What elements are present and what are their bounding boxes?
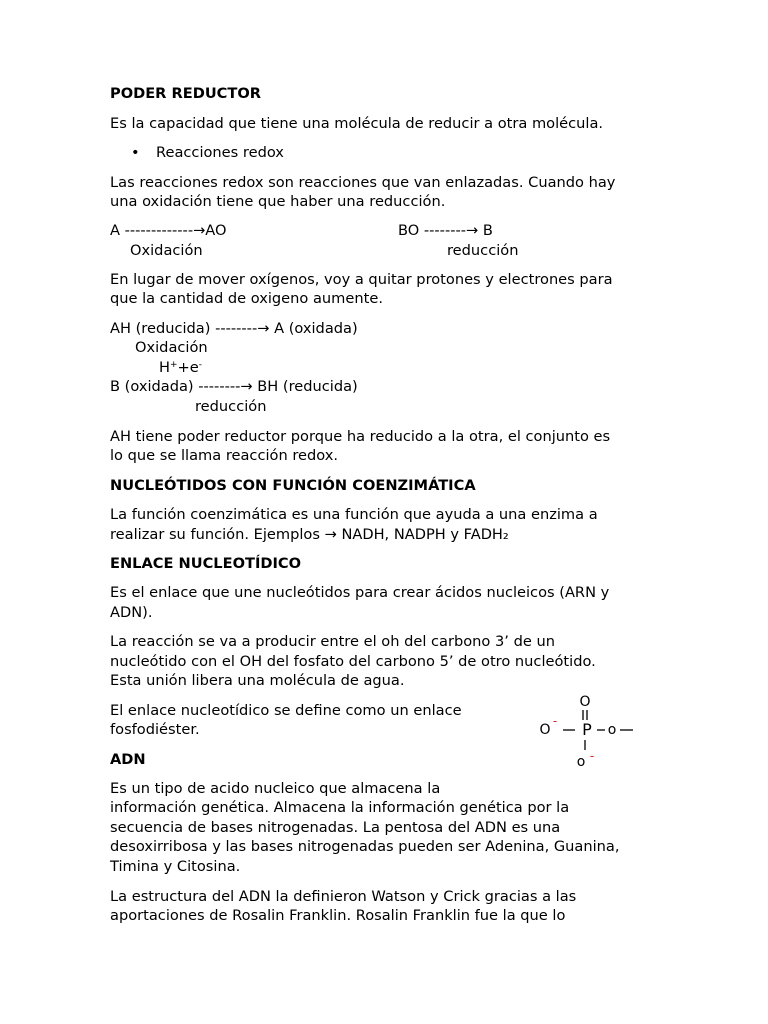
- proton-electron: H++e-: [159, 359, 202, 376]
- paragraph-redox-l1: Las reacciones redox son reacciones que van enlazadas. Cuando hay: [110, 174, 616, 191]
- paragraph-fosfodiester-l2: fosfodiéster.: [110, 721, 200, 738]
- paragraph-adn-l3: secuencia de bases nitrogenadas. La pentosa del ADN es una: [110, 819, 561, 836]
- reaction-ah: AH (reducida) --------→ A (oxidada): [110, 320, 358, 337]
- definition-text: Es la capacidad que tiene una molécula de reducir a otra molécula.: [110, 115, 604, 132]
- label-reduccion: reducción: [447, 242, 519, 259]
- paragraph-reaccion-l1: La reacción se va a producir entre el oh del carbono 3’ de un: [110, 633, 555, 650]
- paragraph-adn-l5: Timina y Citosina.: [110, 858, 241, 875]
- paragraph-coenzima-l2: realizar su función. Ejemplos → NADH, NADPH y FADH₂: [110, 526, 509, 543]
- phosphate-right-o: o: [607, 722, 617, 738]
- paragraph-fosfodiester-l1: El enlace nucleotídico se define como un enlace: [110, 702, 462, 719]
- heading-enlace: ENLACE NUCLEOTÍDICO: [110, 555, 302, 572]
- label-oxidacion-2: Oxidación: [135, 339, 208, 356]
- paragraph-protons-l2: que la cantidad de oxigeno aumente.: [110, 290, 383, 307]
- paragraph-adn-l2: información genética. Almacena la información genética por la: [110, 799, 570, 816]
- bullet-icon: •: [131, 144, 140, 161]
- heading-nucleotidos: NUCLEÓTIDOS CON FUNCIÓN COENZIMÁTICA: [110, 477, 476, 494]
- heading-adn: ADN: [110, 751, 146, 768]
- phosphate-p: P: [582, 720, 592, 739]
- paragraph-enlace-l1: Es el enlace que une nucleótidos para crear ácidos nucleicos (ARN y: [110, 584, 610, 601]
- paragraph-protons-l1: En lugar de mover oxígenos, voy a quitar protones y electrones para: [110, 271, 613, 288]
- reaction-oxidation: A -------------→AO: [110, 222, 227, 239]
- paragraph-estructura-l1: La estructura del ADN la definieron Watson y Crick gracias a las: [110, 888, 577, 905]
- paragraph-reaccion-l2: nucleótido con el OH del fosfato del carbono 5’ de otro nucleótido.: [110, 653, 596, 670]
- phosphate-left-o: O: [539, 722, 551, 738]
- paragraph-ah-l1: AH tiene poder reductor porque ha reducido a la otra, el conjunto es: [110, 428, 611, 445]
- phosphate-bottom-o: o: [576, 754, 586, 770]
- paragraph-adn-l1: Es un tipo de acido nucleico que almacena la: [110, 780, 441, 797]
- paragraph-reaccion-l3: Esta unión libera una molécula de agua.: [110, 672, 405, 689]
- charge-left: -: [552, 714, 558, 728]
- paragraph-redox-l2: una oxidación tiene que haber una reducción.: [110, 193, 446, 210]
- phosphate-group-figure: [535, 688, 635, 772]
- reaction-reduction: BO --------→ B: [398, 222, 493, 239]
- charge-bottom: -: [589, 749, 595, 763]
- heading-poder-reductor: PODER REDUCTOR: [110, 85, 261, 102]
- label-oxidacion: Oxidación: [130, 242, 203, 259]
- paragraph-coenzima-l1: La función coenzimática es una función que ayuda a una enzima a: [110, 506, 598, 523]
- phosphate-top-o: O: [579, 694, 591, 710]
- label-reduccion-2: reducción: [195, 398, 267, 415]
- paragraph-enlace-l2: ADN).: [110, 604, 153, 621]
- paragraph-ah-l2: lo que se llama reacción redox.: [110, 447, 339, 464]
- reaction-b: B (oxidada) --------→ BH (reducida): [110, 378, 358, 395]
- bullet-item: Reacciones redox: [156, 144, 284, 161]
- paragraph-adn-l4: desoxirribosa y las bases nitrogenadas pueden ser Adenina, Guanina,: [110, 838, 620, 855]
- paragraph-estructura-l2: aportaciones de Rosalin Franklin. Rosalin Franklin fue la que lo: [110, 907, 566, 924]
